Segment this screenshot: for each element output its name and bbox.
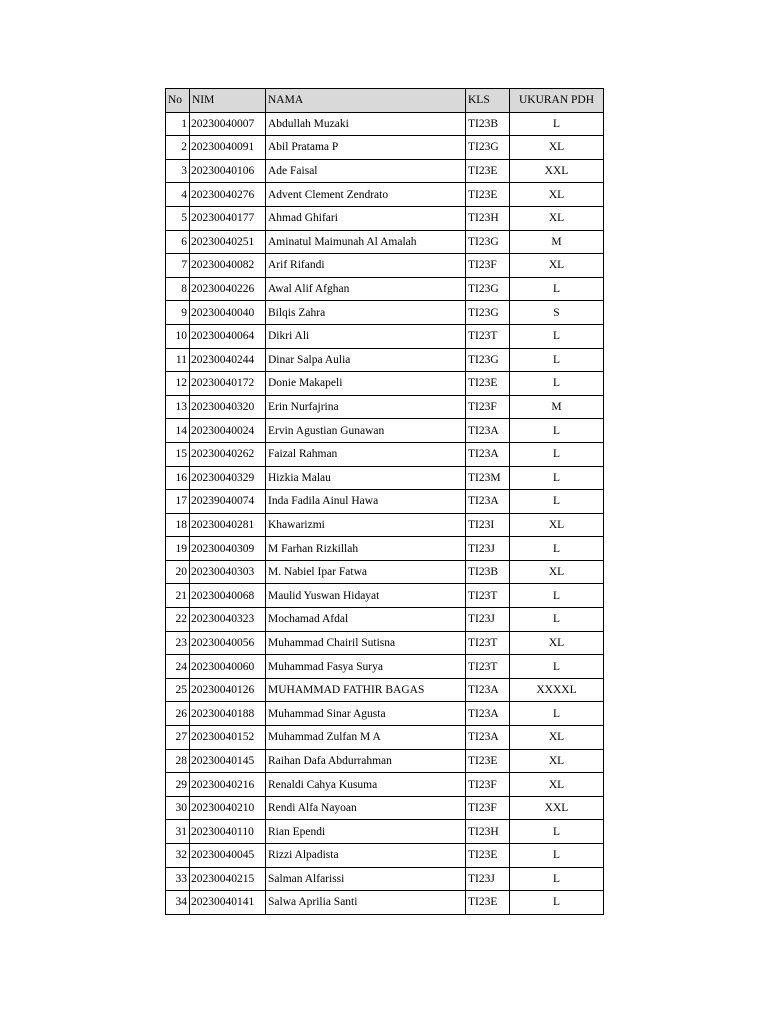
class-cell: TI23A xyxy=(466,442,510,466)
row-number: 7 xyxy=(166,254,190,278)
table-row xyxy=(166,513,604,537)
table-row xyxy=(166,773,604,797)
row-number: 3 xyxy=(166,159,190,183)
row-number: 17 xyxy=(166,490,190,514)
row-number: 21 xyxy=(166,584,190,608)
name-cell: Donie Makapeli xyxy=(266,372,466,396)
table-row xyxy=(166,537,604,561)
name-cell: Ade Faisal xyxy=(266,159,466,183)
table-row xyxy=(166,112,604,136)
nim-cell: 20230040177 xyxy=(190,206,266,230)
row-number: 23 xyxy=(166,631,190,655)
size-cell: L xyxy=(510,702,604,726)
nim-cell: 20230040262 xyxy=(190,442,266,466)
nim-cell: 20230040251 xyxy=(190,230,266,254)
row-number: 18 xyxy=(166,513,190,537)
name-cell: Rendi Alfa Nayoan xyxy=(266,796,466,820)
class-cell: TI23G xyxy=(466,230,510,254)
nim-cell: 20230040024 xyxy=(190,419,266,443)
class-cell: TI23J xyxy=(466,867,510,891)
nim-cell: 20230040188 xyxy=(190,702,266,726)
class-cell: TI23G xyxy=(466,348,510,372)
nim-cell: 20230040091 xyxy=(190,136,266,160)
table-row xyxy=(166,254,604,278)
nim-cell: 20230040152 xyxy=(190,726,266,750)
class-cell: TI23F xyxy=(466,796,510,820)
size-cell: L xyxy=(510,655,604,679)
row-number: 15 xyxy=(166,442,190,466)
name-cell: Salman Alfarissi xyxy=(266,867,466,891)
table-row xyxy=(166,490,604,514)
class-cell: TI23G xyxy=(466,136,510,160)
name-cell: Dinar Salpa Aulia xyxy=(266,348,466,372)
data-table-container xyxy=(165,88,603,915)
size-cell: XXL xyxy=(510,796,604,820)
name-cell: Arif Rifandi xyxy=(266,254,466,278)
size-cell: XL xyxy=(510,254,604,278)
nim-cell: 20230040276 xyxy=(190,183,266,207)
table-row xyxy=(166,631,604,655)
nim-cell: 20230040320 xyxy=(190,395,266,419)
nim-cell: 20230040226 xyxy=(190,277,266,301)
nim-cell: 20230040007 xyxy=(190,112,266,136)
class-cell: TI23J xyxy=(466,537,510,561)
size-cell: L xyxy=(510,277,604,301)
name-cell: Erin Nurfajrina xyxy=(266,395,466,419)
class-cell: TI23E xyxy=(466,891,510,915)
size-cell: XL xyxy=(510,726,604,750)
size-cell: L xyxy=(510,419,604,443)
class-cell: TI23E xyxy=(466,159,510,183)
row-number: 16 xyxy=(166,466,190,490)
size-cell: M xyxy=(510,230,604,254)
table-row xyxy=(166,183,604,207)
name-cell: Rian Ependi xyxy=(266,820,466,844)
name-cell: Faizal Rahman xyxy=(266,442,466,466)
size-cell: L xyxy=(510,820,604,844)
size-cell: XL xyxy=(510,136,604,160)
name-cell: Dikri Ali xyxy=(266,324,466,348)
nim-cell: 20230040281 xyxy=(190,513,266,537)
class-cell: TI23T xyxy=(466,655,510,679)
row-number: 34 xyxy=(166,891,190,915)
name-cell: Abdullah Muzaki xyxy=(266,112,466,136)
header-no: No xyxy=(166,89,190,113)
table-row xyxy=(166,560,604,584)
name-cell: Ervin Agustian Gunawan xyxy=(266,419,466,443)
row-number: 6 xyxy=(166,230,190,254)
size-cell: L xyxy=(510,584,604,608)
table-row xyxy=(166,820,604,844)
class-cell: TI23G xyxy=(466,277,510,301)
table-row xyxy=(166,442,604,466)
size-cell: L xyxy=(510,490,604,514)
nim-cell: 20239040074 xyxy=(190,490,266,514)
class-cell: TI23A xyxy=(466,678,510,702)
name-cell: Awal Alif Afghan xyxy=(266,277,466,301)
name-cell: Hizkia Malau xyxy=(266,466,466,490)
name-cell: Mochamad Afdal xyxy=(266,608,466,632)
table-row xyxy=(166,608,604,632)
class-cell: TI23T xyxy=(466,631,510,655)
table-row xyxy=(166,702,604,726)
table-row xyxy=(166,159,604,183)
table-row xyxy=(166,372,604,396)
size-cell: L xyxy=(510,466,604,490)
size-cell: L xyxy=(510,112,604,136)
class-cell: TI23B xyxy=(466,112,510,136)
nim-cell: 20230040323 xyxy=(190,608,266,632)
header-ukuran-pdh: UKURAN PDH xyxy=(510,89,604,113)
table-row xyxy=(166,749,604,773)
table-body xyxy=(166,112,604,914)
name-cell: Inda Fadila Ainul Hawa xyxy=(266,490,466,514)
row-number: 8 xyxy=(166,277,190,301)
nim-cell: 20230040145 xyxy=(190,749,266,773)
table-row xyxy=(166,301,604,325)
nim-cell: 20230040106 xyxy=(190,159,266,183)
table-row xyxy=(166,206,604,230)
class-cell: TI23M xyxy=(466,466,510,490)
table-row xyxy=(166,395,604,419)
class-cell: TI23E xyxy=(466,749,510,773)
name-cell: Bilqis Zahra xyxy=(266,301,466,325)
name-cell: Muhammad Chairil Sutisna xyxy=(266,631,466,655)
table-row xyxy=(166,348,604,372)
size-cell: L xyxy=(510,442,604,466)
row-number: 33 xyxy=(166,867,190,891)
class-cell: TI23E xyxy=(466,183,510,207)
row-number: 19 xyxy=(166,537,190,561)
row-number: 2 xyxy=(166,136,190,160)
name-cell: Muhammad Zulfan M A xyxy=(266,726,466,750)
nim-cell: 20230040082 xyxy=(190,254,266,278)
name-cell: Khawarizmi xyxy=(266,513,466,537)
row-number: 1 xyxy=(166,112,190,136)
class-cell: TI23G xyxy=(466,301,510,325)
nim-cell: 20230040172 xyxy=(190,372,266,396)
name-cell: Maulid Yuswan Hidayat xyxy=(266,584,466,608)
class-cell: TI23J xyxy=(466,608,510,632)
class-cell: TI23A xyxy=(466,726,510,750)
row-number: 31 xyxy=(166,820,190,844)
size-cell: XL xyxy=(510,749,604,773)
table-row xyxy=(166,230,604,254)
row-number: 30 xyxy=(166,796,190,820)
size-cell: L xyxy=(510,537,604,561)
nim-cell: 20230040060 xyxy=(190,655,266,679)
row-number: 32 xyxy=(166,844,190,868)
size-cell: XL xyxy=(510,183,604,207)
size-cell: L xyxy=(510,844,604,868)
class-cell: TI23E xyxy=(466,844,510,868)
size-cell: XXL xyxy=(510,159,604,183)
table-row xyxy=(166,678,604,702)
nim-cell: 20230040126 xyxy=(190,678,266,702)
name-cell: M Farhan Rizkillah xyxy=(266,537,466,561)
table-row xyxy=(166,277,604,301)
table-row xyxy=(166,655,604,679)
row-number: 29 xyxy=(166,773,190,797)
header-kls: KLS xyxy=(466,89,510,113)
nim-cell: 20230040309 xyxy=(190,537,266,561)
row-number: 14 xyxy=(166,419,190,443)
class-cell: TI23T xyxy=(466,584,510,608)
table-row xyxy=(166,419,604,443)
nim-cell: 20230040056 xyxy=(190,631,266,655)
nim-cell: 20230040329 xyxy=(190,466,266,490)
row-number: 11 xyxy=(166,348,190,372)
name-cell: M. Nabiel Ipar Fatwa xyxy=(266,560,466,584)
size-cell: XXXXL xyxy=(510,678,604,702)
row-number: 28 xyxy=(166,749,190,773)
class-cell: TI23E xyxy=(466,372,510,396)
class-cell: TI23T xyxy=(466,324,510,348)
class-cell: TI23F xyxy=(466,395,510,419)
name-cell: Salwa Aprilia Santi xyxy=(266,891,466,915)
row-number: 10 xyxy=(166,324,190,348)
nim-cell: 20230040244 xyxy=(190,348,266,372)
row-number: 4 xyxy=(166,183,190,207)
name-cell: Raihan Dafa Abdurrahman xyxy=(266,749,466,773)
size-cell: XL xyxy=(510,560,604,584)
student-size-table xyxy=(165,88,604,915)
nim-cell: 20230040040 xyxy=(190,301,266,325)
row-number: 27 xyxy=(166,726,190,750)
name-cell: Muhammad Fasya Surya xyxy=(266,655,466,679)
nim-cell: 20230040215 xyxy=(190,867,266,891)
nim-cell: 20230040068 xyxy=(190,584,266,608)
row-number: 13 xyxy=(166,395,190,419)
nim-cell: 20230040210 xyxy=(190,796,266,820)
row-number: 26 xyxy=(166,702,190,726)
name-cell: Muhammad Sinar Agusta xyxy=(266,702,466,726)
class-cell: TI23A xyxy=(466,419,510,443)
header-row xyxy=(166,89,604,113)
name-cell: Renaldi Cahya Kusuma xyxy=(266,773,466,797)
size-cell: L xyxy=(510,891,604,915)
size-cell: S xyxy=(510,301,604,325)
table-row xyxy=(166,726,604,750)
size-cell: L xyxy=(510,348,604,372)
size-cell: M xyxy=(510,395,604,419)
header-nama: NAMA xyxy=(266,89,466,113)
row-number: 9 xyxy=(166,301,190,325)
nim-cell: 20230040303 xyxy=(190,560,266,584)
nim-cell: 20230040216 xyxy=(190,773,266,797)
table-row xyxy=(166,584,604,608)
nim-cell: 20230040110 xyxy=(190,820,266,844)
row-number: 25 xyxy=(166,678,190,702)
class-cell: TI23B xyxy=(466,560,510,584)
class-cell: TI23A xyxy=(466,702,510,726)
nim-cell: 20230040064 xyxy=(190,324,266,348)
row-number: 20 xyxy=(166,560,190,584)
size-cell: L xyxy=(510,608,604,632)
table-row xyxy=(166,324,604,348)
nim-cell: 20230040045 xyxy=(190,844,266,868)
row-number: 12 xyxy=(166,372,190,396)
name-cell: Advent Clement Zendrato xyxy=(266,183,466,207)
table-header xyxy=(166,89,604,113)
name-cell: Aminatul Maimunah Al Amalah xyxy=(266,230,466,254)
nim-cell: 20230040141 xyxy=(190,891,266,915)
name-cell: Ahmad Ghifari xyxy=(266,206,466,230)
row-number: 24 xyxy=(166,655,190,679)
class-cell: TI23I xyxy=(466,513,510,537)
class-cell: TI23H xyxy=(466,206,510,230)
class-cell: TI23H xyxy=(466,820,510,844)
table-row xyxy=(166,796,604,820)
class-cell: TI23F xyxy=(466,773,510,797)
name-cell: Abil Pratama P xyxy=(266,136,466,160)
header-nim: NIM xyxy=(190,89,266,113)
name-cell: Rizzi Alpadista xyxy=(266,844,466,868)
size-cell: L xyxy=(510,867,604,891)
table-row xyxy=(166,844,604,868)
table-row xyxy=(166,867,604,891)
class-cell: TI23A xyxy=(466,490,510,514)
class-cell: TI23F xyxy=(466,254,510,278)
table-row xyxy=(166,466,604,490)
size-cell: XL xyxy=(510,513,604,537)
name-cell: MUHAMMAD FATHIR BAGAS xyxy=(266,678,466,702)
size-cell: XL xyxy=(510,773,604,797)
size-cell: L xyxy=(510,372,604,396)
table-row xyxy=(166,891,604,915)
size-cell: XL xyxy=(510,631,604,655)
row-number: 22 xyxy=(166,608,190,632)
size-cell: L xyxy=(510,324,604,348)
table-row xyxy=(166,136,604,160)
row-number: 5 xyxy=(166,206,190,230)
size-cell: XL xyxy=(510,206,604,230)
